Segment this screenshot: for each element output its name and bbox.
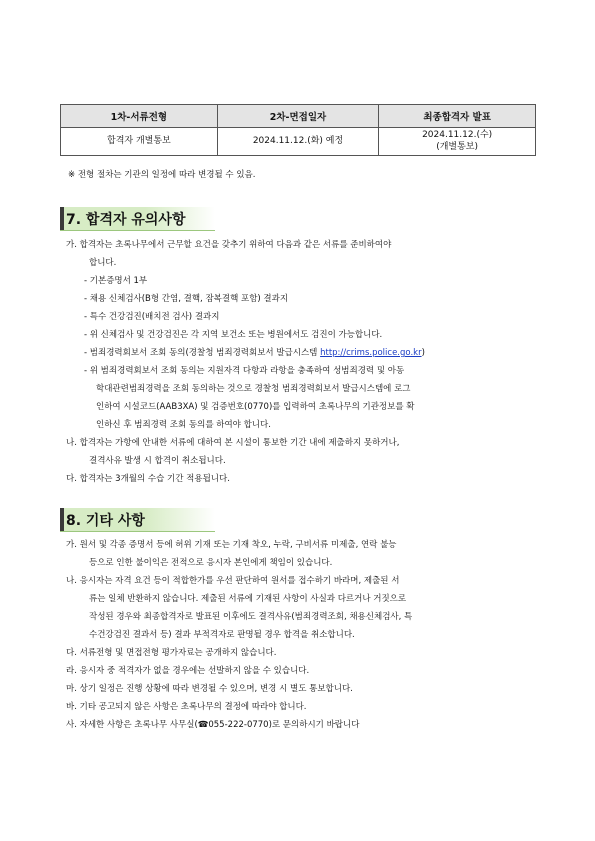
schedule-row <box>61 128 536 156</box>
section8-line: 바. 기타 공고되지 않은 사항은 초록나무의 결정에 따라야 합니다. <box>66 702 307 712</box>
section7-line: - 위 범죄경력회보서 조회 동의는 지원자격 다항과 라항을 충족하여 성범죄경력 및 아동 <box>84 366 405 376</box>
section8-line: 나. 응시자는 자격 요건 등이 적합한가를 우선 판단하여 원서를 접수하기 바라며, 제출된 서 <box>66 576 400 586</box>
schedule-header-final: 최종합격자 발표 <box>379 105 536 128</box>
section8-heading <box>60 508 215 532</box>
section7-line: 학대관련범죄경력을 조회 동의하는 것으로 경찰청 범죄경력회보서 발급시스템에 로그 <box>96 384 411 394</box>
section8-line: 수건강검진 결과서 등) 결과 부적격자로 판명될 경우 합격을 취소합니다. <box>89 630 355 640</box>
schedule-cell-document: 합격자 개별통보 <box>61 128 218 156</box>
crims-link[interactable]: http://crims.police.go.kr <box>320 348 422 358</box>
schedule-header-document: 1차-서류전형 <box>61 105 218 128</box>
section8-line: 사. 자세한 사항은 초록나무 사무실(☎055-222-0770)로 문의하시기 바랍니다 <box>66 720 360 730</box>
section7-line: 인하여 시설코드(AAB3XA) 및 검증번호(0770)를 입력하여 초록나무의 기관정보를 확 <box>96 402 415 412</box>
section7-line: - 채용 신체검사(B형 간염, 결핵, 잠복결핵 포함) 결과지 <box>84 294 289 304</box>
section7-title: 7. 합격자 유의사항 <box>66 212 186 228</box>
schedule-table <box>60 104 536 156</box>
section8-line: 작성된 경우와 최종합격자로 발표된 이후에도 결격사유(범죄경력조회, 채용신체검사, 특 <box>89 612 413 622</box>
section8-line: 다. 서류전형 및 면접전형 평가자료는 공개하지 않습니다. <box>66 648 277 658</box>
section7-line <box>84 345 425 361</box>
section7-line: 결격사유 발생 시 합격이 취소됩니다. <box>89 456 226 466</box>
section7-line: 합니다. <box>89 258 117 268</box>
schedule-header-interview: 2차-면접일자 <box>217 105 379 128</box>
section7-line: - 위 신체검사 및 건강검진은 각 지역 보건소 또는 병원에서도 검진이 가능합니다. <box>84 330 383 340</box>
section8-line: 마. 상기 일정은 진행 상황에 따라 변경될 수 있으며, 변경 시 별도 통보합니다. <box>66 684 353 694</box>
section7-line: 나. 합격자는 가항에 안내한 서류에 대하여 본 시설이 통보한 기간 내에 제출하지 못하거나, <box>66 438 400 448</box>
section7-line-suffix: ) <box>421 348 425 358</box>
section7-line: 인하신 후 범죄경력 조회 동의를 하여야 합니다. <box>96 420 271 430</box>
section8-line: 등으로 인한 불이익은 전적으로 응시자 본인에게 책임이 있습니다. <box>89 558 333 568</box>
section7-line-text: - 범죄경력회보서 조회 동의(경찰청 범죄경력회보서 발급시스템 <box>84 348 321 358</box>
schedule-header-row <box>61 105 536 128</box>
schedule-note: ※ 전형 절차는 기관의 일정에 따라 변경될 수 있음. <box>68 170 256 180</box>
section8-line: 류는 일체 반환하지 않습니다. 제출된 서류에 기재된 사항이 사실과 다르거나 거짓으로 <box>89 594 407 604</box>
section7-heading <box>60 207 215 231</box>
section8-line: 라. 응시자 중 적격자가 없을 경우에는 선발하지 않을 수 있습니다. <box>66 666 310 676</box>
schedule-cell-interview: 2024.11.12.(화) 예정 <box>217 128 379 156</box>
section8-title: 8. 기타 사항 <box>66 513 145 529</box>
schedule-cell-final: 2024.11.12.(수) (개별통보) <box>379 128 536 156</box>
section7-line: - 특수 건강검진(배치전 검사) 결과지 <box>84 312 220 322</box>
section8-line: 가. 원서 및 각종 증명서 등에 허위 기재 또는 기재 착오, 누락, 구비서류 미제출, 연락 불능 <box>66 540 397 550</box>
section7-line: - 기본증명서 1부 <box>84 276 148 286</box>
section7-line: 다. 합격자는 3개월의 수습 기간 적용됩니다. <box>66 474 230 484</box>
section7-line: 가. 합격자는 초록나무에서 근무할 요건을 갖추기 위하여 다음과 같은 서류를 준비하여야 <box>66 240 392 250</box>
